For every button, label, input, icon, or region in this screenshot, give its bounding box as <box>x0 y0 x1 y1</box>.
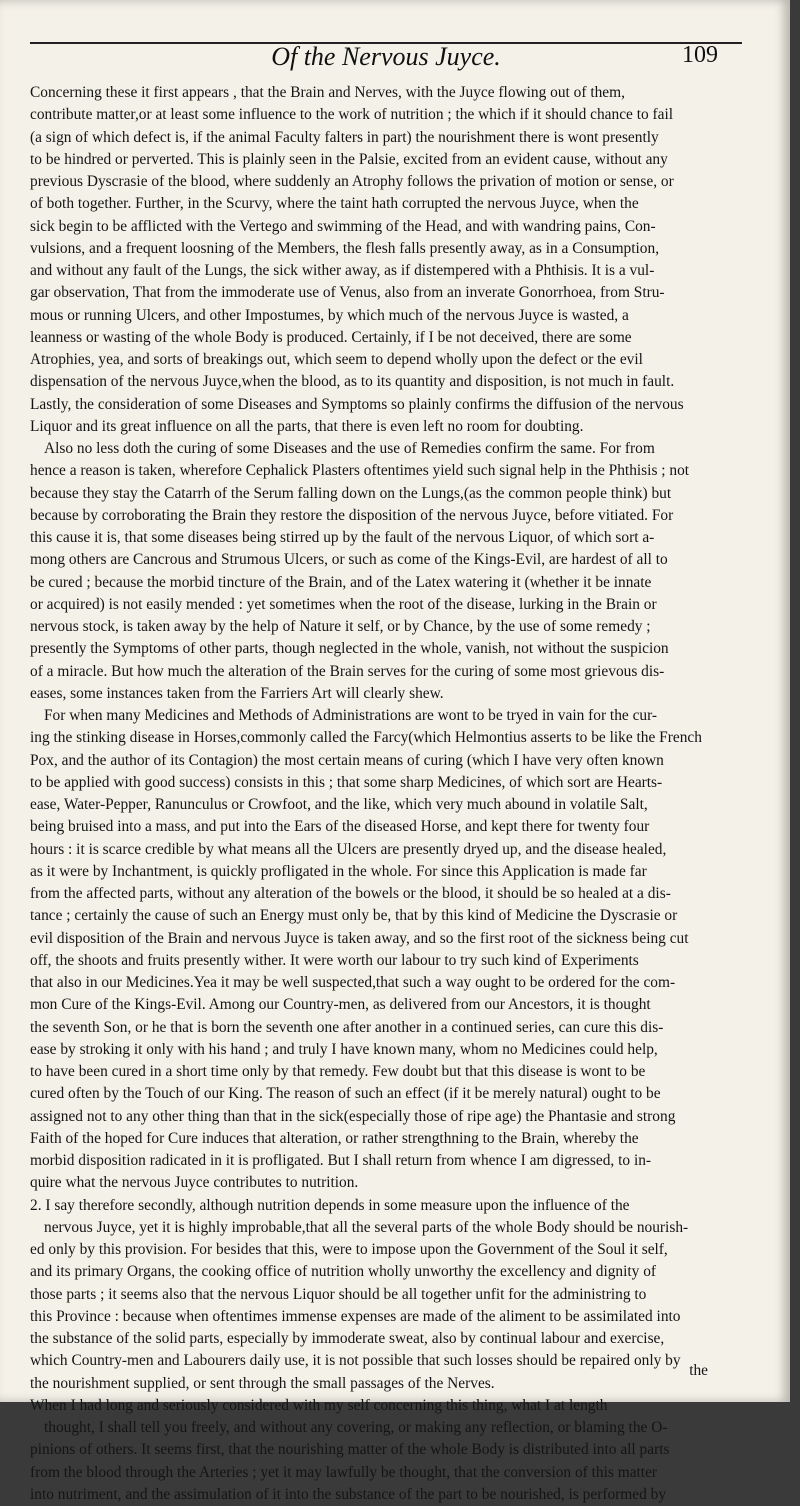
text-line: ease by stroking it only with his hand ; and truly I have known many, whom no Medicines could help, <box>30 1040 658 1058</box>
text-line: presently the Symptoms of other parts, though neglected in the whole, vanish, not without the suspicion <box>30 640 669 658</box>
text-line: contribute matter,or at least some influence to the work of nutrition ; the which if it should chance to fail <box>30 106 674 124</box>
text-line: Concerning these it first appears , that the Brain and Nerves, with the Juyce flowing out of them, <box>30 84 625 101</box>
text-line: Pox, and the author of its Contagion) the most certain means of curing (which I have very often known <box>30 751 664 769</box>
text-line: this Province : because when oftentimes immense expenses are made of the aliment to be assimilated into <box>30 1307 681 1325</box>
text-line: mong others are Cancrous and Strumous Ulcers, or such as come of the Kings-Evil, are hardest of all to <box>30 551 668 569</box>
text-line: Also no less doth the curing of some Diseases and the use of Remedies confirm the same. For from <box>44 440 655 457</box>
text-line: from the blood through the Arteries ; yet it may lawfully be thought, that the conversion of this matter <box>30 1463 658 1481</box>
text-line: this cause it is, that some diseases being stirred up by the fault of the nervous Liquor, of which sort a- <box>30 529 655 546</box>
text-line: leanness or wasting of the whole Body is produced. Certainly, if I be not deceived, there are some <box>30 328 632 346</box>
text-line: the nourishment supplied, or sent through the small passages of the Nerves. <box>30 1374 495 1392</box>
text-line: sick begin to be afflicted with the Vertego and swimming of the Head, and with wandring pains, Con- <box>30 217 656 235</box>
text-line: and without any fault of the Lungs, the sick wither away, as if distempered with a Phthisis. It is a vul- <box>30 262 655 279</box>
text-line: and its primary Organs, the cooking office of nutrition wholly unworthy the excellency and dignity of <box>30 1263 657 1281</box>
text-line: mon Cure of the Kings-Evil. Among our Country-men, as delivered from our Ancestors, it is thought <box>30 996 651 1014</box>
text-line: Lastly, the consideration of some Diseases and Symptoms so plainly confirms the diffusion of the nervous <box>30 395 684 413</box>
text-line: into nutriment, and the assimulation of it into the substance of the part to be nourished, is performed by <box>30 1485 667 1503</box>
text-line: thought, I shall tell you freely, and without any covering, or making any reflection, or blaming the O- <box>44 1419 668 1436</box>
text-line: which Country-men and Labourers daily use, it is not possible that such losses should be repaired only by <box>30 1352 681 1370</box>
text-line: off, the shoots and fruits presently wither. It were worth our labour to try such kind of Experiments <box>30 951 639 969</box>
text-line: When I had long and seriously considered with my self concerning this thing, what I at length <box>30 1396 608 1414</box>
text-line: that also in our Medicines.Yea it may be well suspected,that such a way ought to be ordered for the com- <box>30 974 676 991</box>
text-line: tance ; certainly the cause of such an Energy must only be, that by this kind of Medicine the Dyscrasie or <box>30 907 678 925</box>
page-number: 109 <box>682 42 718 68</box>
body-text <box>30 82 726 1506</box>
text-line: to be hindred or perverted. This is plainly seen in the Palsie, excited from an evident cause, without any <box>30 150 668 168</box>
text-line: vulsions, and a frequent loosning of the Members, the flesh falls presently away, as in a Consumption, <box>30 239 660 257</box>
text-line: the substance of the solid parts, especially by immoderate sweat, also by continual labour and exercise, <box>30 1330 665 1347</box>
text-line: previous Dyscrasie of the blood, where suddenly an Atrophy follows the privation of motion or sense, or <box>30 173 674 190</box>
text-line: to have been cured in a short time only by that remedy. Few doubt but that this disease is wont to be <box>30 1063 646 1080</box>
text-line: pinions of others. It seems first, that the nourishing matter of the whole Body is distributed into all parts <box>30 1441 670 1459</box>
text-line: dispensation of the nervous Juyce,when the blood, as to its quantity and disposition, is not much in fault. <box>30 373 675 391</box>
text-line: hours : it is scarce credible by what means all the Ulcers are presently dryed up, and the disease healed, <box>30 840 667 858</box>
text-line: of a miracle. But how much the alteration of the Brain serves for the curing of some most grievous dis- <box>30 662 665 680</box>
text-line: quire what the nervous Juyce contributes to nutrition. <box>30 1174 359 1192</box>
text-line: assigned not to any other thing than that in the sick(especially those of ripe age) the Phantasie and strong <box>30 1107 676 1125</box>
page-header <box>30 38 742 78</box>
text-line: mous or running Ulcers, and other Impostumes, by which much of the nervous Juyce is wasted, a <box>30 306 629 324</box>
text-line: nervous Juyce, yet it is highly improbable,that all the several parts of the whole Body should be nourish- <box>44 1218 689 1236</box>
text-line: ease, Water-Pepper, Ranunculus or Crowfoot, and the like, which very much abound in volatile Salt, <box>30 796 648 813</box>
running-title: Of the Nervous Juyce. <box>271 42 501 71</box>
text-line: hence a reason is taken, wherefore Cephalick Plasters oftentimes yield such signal help in the Phthisis ; not <box>30 462 690 480</box>
text-line: For when many Medicines and Methods of Administrations are wont to be tryed in vain for the cur- <box>44 707 658 724</box>
text-line: being bruised into a mass, and put into the Ears of the diseased Horse, and kept there for twenty four <box>30 818 650 836</box>
text-line: those parts ; it seems also that the nervous Liquor should be all together unfit for the administring to <box>30 1285 647 1303</box>
text-line: of both together. Further, in the Scurvy, where the taint hath corrupted the nervous Juyce, when the <box>30 195 639 213</box>
text-line: as it were by Inchantment, is quickly profligated in the whole. For since this Application is made far <box>30 862 647 880</box>
text-line: or acquired) is not easily mended : yet sometimes when the root of the disease, lurking in the Brain or <box>30 595 657 613</box>
text-line: be cured ; because the morbid tincture of the Brain, and of the Latex watering it (whether it be innate <box>30 573 652 591</box>
text-line: because they stay the Catarrh of the Serum falling down on the Lungs,(as the common people think) but <box>30 484 672 502</box>
text-line: cured often by the Touch of our King. The reason of such an effect (if it be merely natural) ought to be <box>30 1085 661 1103</box>
text-line: morbid disposition radicated in it is profligated. But I shall return from whence I am digressed, to in- <box>30 1152 652 1169</box>
text-line: because by corroborating the Brain they restore the disposition of the nervous Juyce, before vitiated. For <box>30 506 674 524</box>
text-line: ing the stinking disease in Horses,commonly called the Farcy(which Helmontius asserts to be like the French <box>30 729 702 747</box>
text-line: Atrophies, yea, and sorts of breakings out, which seem to depend wholly upon the defect or the evil <box>30 351 643 368</box>
text-line: from the affected parts, without any alteration of the bowels or the blood, it should be so healed at a dis- <box>30 885 671 902</box>
text-line: 2. I say therefore secondly, although nutrition depends in some measure upon the influence of the <box>30 1196 630 1214</box>
text-line: (a sign of which defect is, if the animal Faculty falters in part) the nourishment there is wont presently <box>30 128 659 146</box>
text-line: eases, some instances taken from the Farriers Art will clearly shew. <box>30 684 444 702</box>
text-line: ed only by this provision. For besides that this, were to impose upon the Government of the Soul it self, <box>30 1241 668 1258</box>
text-line: gar observation, That from the immoderate use of Venus, also from an inverate Gonorrhoea, from Stru- <box>30 284 665 302</box>
text-line: the seventh Son, or he that is born the seventh one after another in a continued series, can cure this dis- <box>30 1018 664 1036</box>
text-line: nervous stock, is taken away by the help of Nature it self, or by Chance, by the use of some remedy ; <box>30 618 651 635</box>
text-line: to be applied with good success) consists in this ; that some sharp Medicines, of which sort are Hearts- <box>30 773 663 791</box>
text-line: evil disposition of the Brain and nervous Juyce is taken away, and so the first root of the sickness being cut <box>30 929 689 947</box>
catchword: the <box>689 1362 708 1379</box>
text-line: Liquor and its great influence on all the parts, that there is even left no room for doubting. <box>30 417 584 435</box>
text-line: Faith of the hoped for Cure induces that alteration, or rather strengthning to the Brain, whereby the <box>30 1129 639 1147</box>
